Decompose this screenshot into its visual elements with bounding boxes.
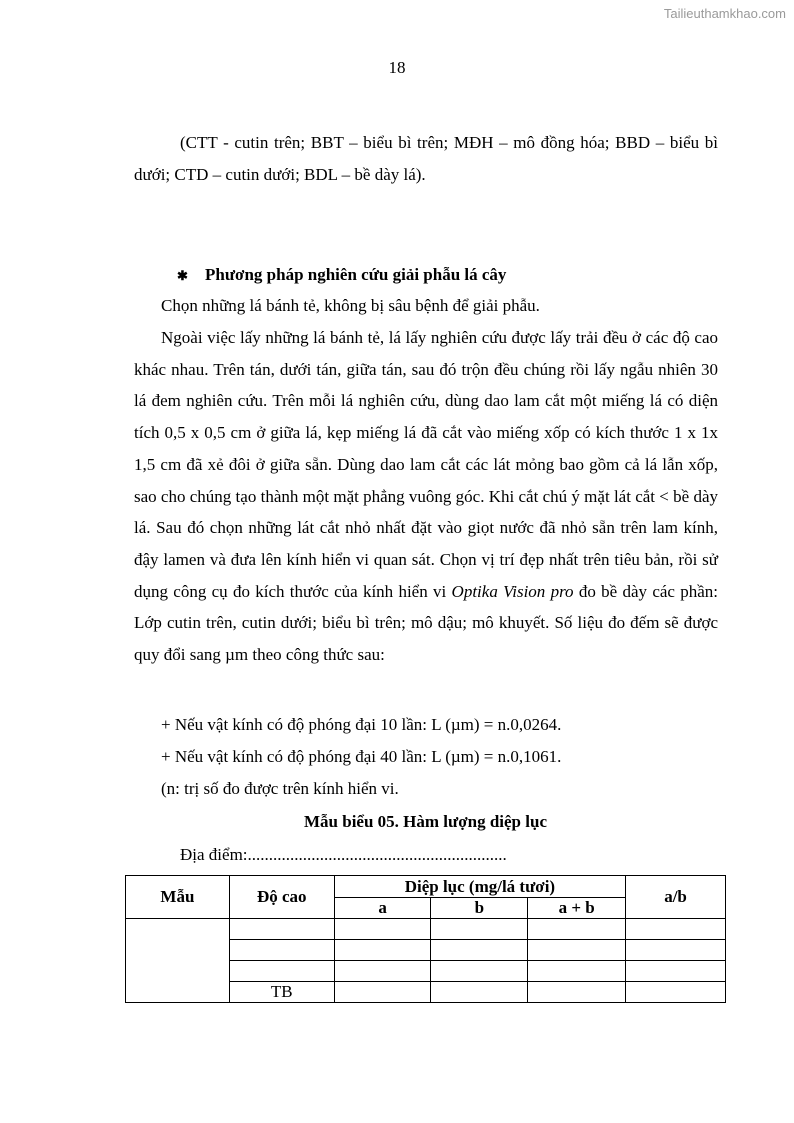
header-height: Độ cao: [229, 876, 334, 919]
paragraph-leaf-selection: Chọn những lá bánh tẻ, không bị sâu bệnh để giải phẫu.: [161, 296, 540, 315]
section-heading-text: Phương pháp nghiên cứu giải phẫu lá cây: [205, 265, 507, 284]
table-cell: [229, 961, 334, 982]
paragraph-method: [134, 322, 718, 671]
method-text-part1: Ngoài việc lấy những lá bánh tẻ, lá lấy nghiên cứu được lấy trải đều ở các độ cao khác nhau. Trên tán, dưới tán, giữa tán, sau đó trộn đều chúng rồi lấy ngẫu nhiên 30 lá đem nghiên cứu. Trên mỗi lá nghiên cứu, dùng dao lam cắt một miếng lá có diện tích 0,5 x 0,5 cm ở giữa lá, kẹp miếng lá đã cắt vào miếng xốp có kích thước 1 x 1x 1,5 cm đã xẻ đôi ở giữa sẵn. Dùng dao lam cắt các lát mỏng bao gồm cả lá lẫn xốp, sao cho chúng tạo thành một mặt phẳng vuông góc. Khi cắt chú ý mặt lát cắt < bề dày lá. Sau đó chọn những lát cắt nhỏ nhất đặt vào giọt nước đã nhỏ sẵn trên lam kính, đậy lamen và đưa lên kính hiển vi quan sát. Chọn vị trí đẹp nhất trên tiêu bản, rồi sử dụng công cụ đo kích thước của kính hiển vi: [134, 328, 718, 601]
table-cell: [431, 919, 528, 940]
table-cell: [528, 940, 626, 961]
table-cell: [528, 961, 626, 982]
note-n: (n: trị số đo được trên kính hiển vi.: [161, 779, 399, 798]
table-cell: [431, 940, 528, 961]
table-row: [126, 919, 726, 940]
subheader-a: a: [334, 898, 431, 919]
formula-10x: + Nếu vật kính có độ phóng đại 10 lần: L (µm) = n.0,0264.: [161, 715, 562, 734]
chlorophyll-table: [125, 875, 726, 1003]
table-cell: [334, 940, 431, 961]
page-number: 18: [388, 58, 406, 77]
location-label: Địa điểm:.............................................................: [180, 845, 507, 864]
table-title: Mẫu biểu 05. Hàm lượng diệp lục: [303, 812, 547, 831]
subheader-a-plus-b: a + b: [528, 898, 626, 919]
table-cell: [626, 982, 726, 1003]
header-sample: Mẫu: [126, 876, 230, 919]
sample-cell: [126, 919, 230, 1003]
subheader-b: b: [431, 898, 528, 919]
table-cell: [528, 982, 626, 1003]
table-cell: [334, 919, 431, 940]
method-text-part2: đo bề dày các phần: Lớp cutin trên, cutin dưới; biểu bì trên; mô dậu; mô khuyết. Số liệu đo đếm sẽ được quy đổi sang µm theo công thức sau:: [134, 581, 719, 665]
abbreviation-note: (CTT - cutin trên; BBT – biểu bì trên; MĐH – mô đồng hóa; BBD – biểu bì dưới; CTD – cutin dưới; BDL – bề dày lá).: [134, 133, 718, 184]
table-cell: [431, 982, 528, 1003]
table-cell: [229, 940, 334, 961]
table-cell: [626, 919, 726, 940]
table-header-row: [126, 876, 726, 898]
table-cell: [626, 961, 726, 982]
table-cell: [229, 919, 334, 940]
microscope-software-name: Optika Vision pro: [451, 581, 574, 601]
table-cell: [626, 940, 726, 961]
watermark-text: Tailieuthamkhao.com: [663, 6, 786, 21]
header-ratio: a/b: [626, 876, 726, 919]
header-chlorophyll: Diệp lục (mg/lá tươi): [334, 876, 625, 898]
section-heading: [177, 262, 506, 289]
average-label-cell: TB: [229, 982, 334, 1003]
table-cell: [431, 961, 528, 982]
table-cell: [334, 961, 431, 982]
table-cell: [528, 919, 626, 940]
formula-40x: + Nếu vật kính có độ phóng đại 40 lần: L (µm) = n.0,1061.: [161, 747, 562, 766]
asterisk-bullet-icon: ✱: [177, 268, 188, 283]
table-cell: [334, 982, 431, 1003]
